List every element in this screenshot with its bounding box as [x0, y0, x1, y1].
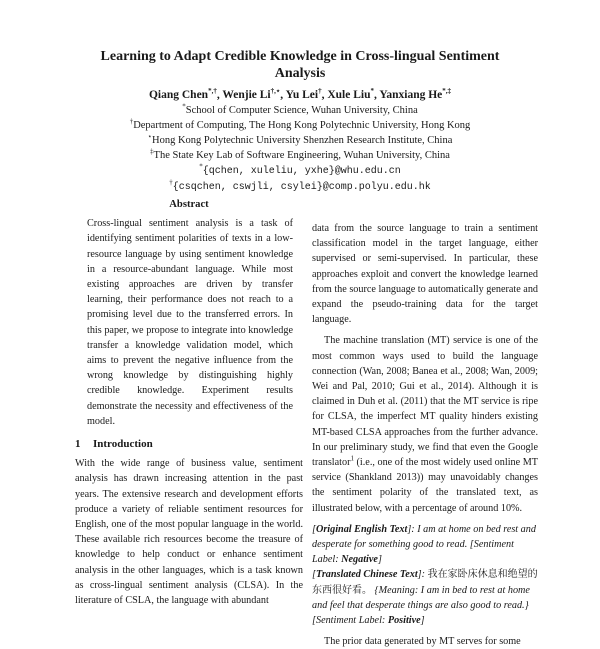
affiliation-mark: †: [129, 117, 134, 126]
affiliation-mark: ‡: [150, 147, 154, 156]
affiliation-mark: ⋆: [147, 132, 153, 141]
affiliation-mark: *: [182, 102, 186, 111]
affiliation-text: The State Key Lab of Software Engineering, Wuhan University, China: [153, 150, 450, 161]
author-marks: *,‡: [442, 87, 452, 96]
author-name: Yu Lei: [285, 89, 319, 101]
affiliations: [40, 103, 560, 195]
paper-title: [60, 48, 540, 82]
paragraph-mt: [312, 333, 538, 515]
author-marks: *: [370, 87, 374, 96]
email-text: {csqchen, cswjli, csylei}@comp.polyu.edu.hk: [172, 182, 431, 193]
left-column: [75, 197, 303, 608]
affiliation-text: Department of Computing, The Hong Kong Polytechnic University, Hong Kong: [133, 120, 471, 131]
original-text: I am at home on bed rest and desperate for something good to read.: [312, 523, 536, 551]
abstract-body: [75, 216, 303, 429]
affiliation: [40, 118, 560, 133]
affiliation: [40, 103, 560, 118]
translated-text-label: Translated Chinese Text: [315, 569, 418, 581]
paragraph-continued: data from the source language to train a sentiment classification model in the target language, either supervised or semi-supervised. In particular, these approaches exploit and convert the knowledge learned from the source language to automatically generate and expand the pseudo-training data for the target language.: [312, 223, 539, 326]
paragraph-mt-text: The machine translation (MT) service is one of the most common ways used to build the language connection (Wan, 2008; Banea et al., 2008; Wan, 2009; Wei and Pal, 2010; Gui et al., 2014). Although it is claimed in Duh et al. (2011) that the MT service is ripe for CLSA, the imperfect MT quality hinders existing MT-based CLSA approaches from the further advance. In our preliminary study, we find that even the Google translator: [312, 335, 538, 469]
author-name: Qiang Chen: [148, 89, 209, 101]
affiliation-text: Hong Kong Polytechnic University Shenzhen Research Institute, China: [152, 135, 453, 146]
email-mark: †: [169, 178, 173, 187]
abstract-text: Cross-lingual sentiment analysis is a task of identifying sentiment polarities of texts in a low-resource language by using sentiment knowledge in a resource-abundant language. While most existing approaches are driven by transfer learning, their performance does not reach to a promising level due to the transferred errors. In this paper, we propose to integrate into knowledge transfer a knowledge validation model, which aims to prevent the negative influence from the wrong knowledge by distinguishing highly credible knowledge. Experiment results demonstrate the necessity and effectiveness of the model.: [87, 218, 293, 427]
title-line-1: Learning to Adapt Credible Knowledge in Cross-lingual Sentiment: [100, 49, 500, 64]
section-number: 1: [75, 438, 81, 451]
meaning-label: Meaning: [378, 584, 415, 596]
section-title: Introduction: [93, 438, 153, 451]
email-mark: *: [199, 162, 203, 171]
abstract-heading: Abstract: [169, 199, 209, 210]
translated-chinese-text: 我在家卧床休息和绝望的东西很好看。: [312, 569, 538, 596]
affiliation: [40, 148, 560, 163]
sentiment-label-negative: Negative: [341, 554, 378, 566]
author-marks: †: [318, 87, 322, 96]
sentiment-label-caption: Sentiment Label:: [315, 615, 388, 627]
title-line-2: Analysis: [274, 66, 326, 81]
email-line: [40, 179, 560, 195]
author-name: Xule Liu: [327, 89, 371, 101]
footnote-mark: 1: [350, 454, 354, 463]
email-text: {qchen, xuleliu, yxhe}@whu.edu.cn: [202, 166, 401, 177]
author-name: Yanxiang He: [379, 89, 443, 101]
trailing-paragraph: The prior data generated by MT serves for some: [324, 636, 521, 648]
author-marks: *,†: [208, 87, 217, 96]
author-name: Wenjie Li: [222, 89, 271, 101]
sentiment-label-caption: Sentiment Label:: [312, 539, 514, 566]
section-heading-introduction: [75, 437, 303, 452]
email-line: [40, 163, 560, 179]
affiliation: [40, 133, 560, 148]
author-list: Qiang Chen*,†, Wenjie Li†,⋆, Yu Lei†, Xule Liu*, Yanxiang He*,‡: [148, 87, 452, 101]
introduction-paragraph: With the wide range of business value, sentiment analysis has drawn increasing attention in the past years. The extensive research and development efforts produce a variety of reliable sentiment resources for English, one of the most popular language in the world. These available rich resources become the treasure of knowledge to help conduct or enhance sentiment analysis in the other languages, which is a task known as cross-lingual sentiment analysis (CLSA). In the literature of CSLA, the language with abundant: [75, 458, 303, 607]
original-text-label: Original English Text: [315, 523, 408, 535]
paragraph-mt-text-cont: (i.e., one of the most widely used online MT service (Shankland 2013)) may unavoidably changes the sentiment polarity of the translated text, as illustrated below, with a percentage of around 10%.: [312, 457, 538, 514]
sentiment-label-positive: Positive: [387, 615, 421, 627]
right-column: [312, 221, 538, 649]
meaning-text: I am in bed to rest at home and feel that desperate things are also good to read.: [312, 584, 530, 611]
affiliation-text: School of Computer Science, Wuhan University, China: [185, 105, 418, 116]
translation-example: [Original English Text]: I am at home on bed rest and desperate for something good to read. [Sentiment Label: Negative] [Translated Chinese Text]: 我在家卧床休息和绝望的东西很好看。 {Meaning: I am in bed to rest at home and feel that desperate things are also good to read.} [Sentiment Label: Positive]: [312, 523, 538, 627]
author-marks: †,⋆: [270, 87, 281, 96]
